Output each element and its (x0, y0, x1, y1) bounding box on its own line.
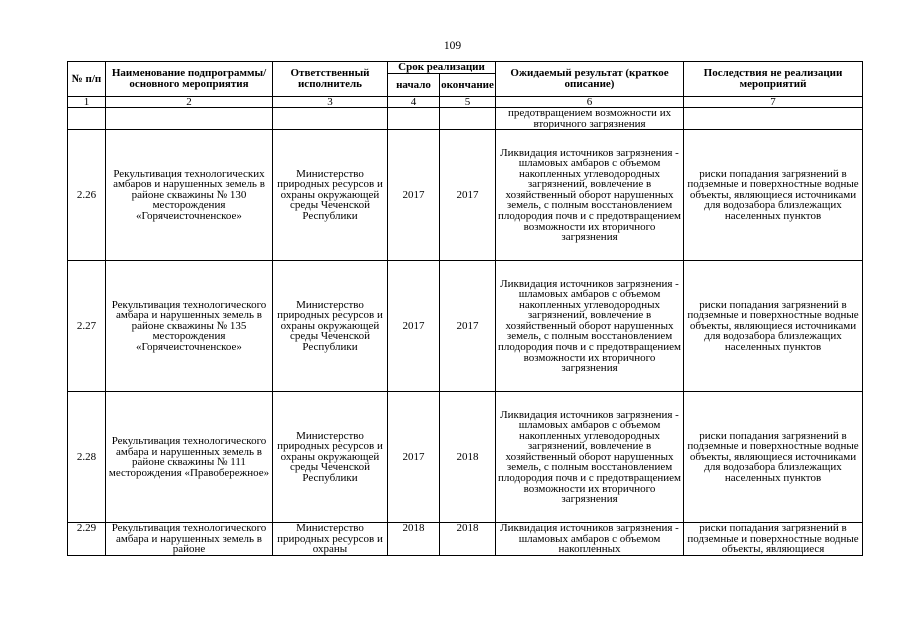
expected-result: Ликвидация источников загрязнения - шламовых амбаров с объемом накопленных углеводородных загрязнений, вовлечение в хозяйственный оборот нарушенных земель, с полным восстановлением плодородия почв и с предотвращением возможности их вторичного загрязнения (496, 392, 684, 523)
executor: Министерство природных ресурсов и охраны окружающей среды Чеченской Республики (273, 130, 388, 261)
column-number: 2 (106, 97, 273, 108)
table-row (68, 523, 863, 556)
row-number: 2.27 (68, 261, 106, 392)
table-header-row (68, 62, 863, 74)
consequences: риски попадания загрязнений в подземные и поверхностные водные объекты, являющиеся источниками для водозабора близлежащих населенных пунктов (684, 392, 863, 523)
end-year: 2017 (440, 261, 496, 392)
executor: Министерство природных ресурсов и охраны окружающей среды Чеченской Республики (273, 261, 388, 392)
measures-table (67, 61, 863, 556)
expected-result: Ликвидация источников загрязнения - шламовых амбаров с объемом накопленных (496, 523, 684, 556)
end-year: 2018 (440, 523, 496, 556)
start-year: 2018 (388, 523, 440, 556)
header-end: окончание (440, 74, 496, 97)
consequences: риски попадания загрязнений в подземные и поверхностные водные объекты, являющиеся (684, 523, 863, 556)
start-year: 2017 (388, 130, 440, 261)
table-row (68, 130, 863, 261)
empty-cell (106, 108, 273, 130)
end-year: 2018 (440, 392, 496, 523)
header-period: Срок реализации (388, 62, 496, 74)
header-consequences: Последствия не реализации мероприятий (684, 62, 863, 97)
header-executor: Ответственный исполнитель (273, 62, 388, 97)
executor: Министерство природных ресурсов и охраны (273, 523, 388, 556)
column-number: 1 (68, 97, 106, 108)
expected-result: Ликвидация источников загрязнения - шламовых амбаров с объемом накопленных углеводородных загрязнений, вовлечение в хозяйственный оборот нарушенных земель, с полным восстановлением плодородия почв и с предотвращением возможности их вторичного загрязнения (496, 130, 684, 261)
start-year: 2017 (388, 392, 440, 523)
row-number: 2.29 (68, 523, 106, 556)
consequences: риски попадания загрязнений в подземные и поверхностные водные объекты, являющиеся источниками для водозабора близлежащих населенных пунктов (684, 261, 863, 392)
expected-result: Ликвидация источников загрязнения - шламовых амбаров с объемом накопленных углеводородных загрязнений, вовлечение в хозяйственный оборот нарушенных земель, с полным восстановлением плодородия почв и с предотвращением возможности их вторичного загрязнения (496, 261, 684, 392)
measure-name: Рекультивация технологических амбаров и нарушенных земель в районе скважины № 130 месторождения «Горячеисточненское» (106, 130, 273, 261)
measure-name: Рекультивация технологического амбара и нарушенных земель в районе скважины № 111 месторождения «Правобережное» (106, 392, 273, 523)
consequences: риски попадания загрязнений в подземные и поверхностные водные объекты, являющиеся источниками для водозабора близлежащих населенных пунктов (684, 130, 863, 261)
row-number: 2.26 (68, 130, 106, 261)
column-number: 3 (273, 97, 388, 108)
executor: Министерство природных ресурсов и охраны окружающей среды Чеченской Республики (273, 392, 388, 523)
empty-cell (388, 108, 440, 130)
table-row (68, 392, 863, 523)
header-start: начало (388, 74, 440, 97)
row-number: 2.28 (68, 392, 106, 523)
empty-cell (273, 108, 388, 130)
empty-cell (684, 108, 863, 130)
table-row (68, 261, 863, 392)
empty-cell (440, 108, 496, 130)
end-year: 2017 (440, 130, 496, 261)
result-cell: предотвращением возможности их вторичного загрязнения (496, 108, 684, 130)
column-number: 6 (496, 97, 684, 108)
column-number-row (68, 97, 863, 108)
header-num: № п/п (68, 62, 106, 97)
header-name: Наименование подпрограммы/ основного мероприятия (106, 62, 273, 97)
column-number: 7 (684, 97, 863, 108)
column-number: 4 (388, 97, 440, 108)
measure-name: Рекультивация технологического амбара и нарушенных земель в районе скважины № 135 месторождения «Горячеисточненское» (106, 261, 273, 392)
start-year: 2017 (388, 261, 440, 392)
continuation-row (68, 108, 863, 130)
header-result: Ожидаемый результат (краткое описание) (496, 62, 684, 97)
measure-name: Рекультивация технологического амбара и нарушенных земель в районе (106, 523, 273, 556)
column-number: 5 (440, 97, 496, 108)
page-number: 109 (443, 40, 462, 52)
empty-cell (68, 108, 106, 130)
